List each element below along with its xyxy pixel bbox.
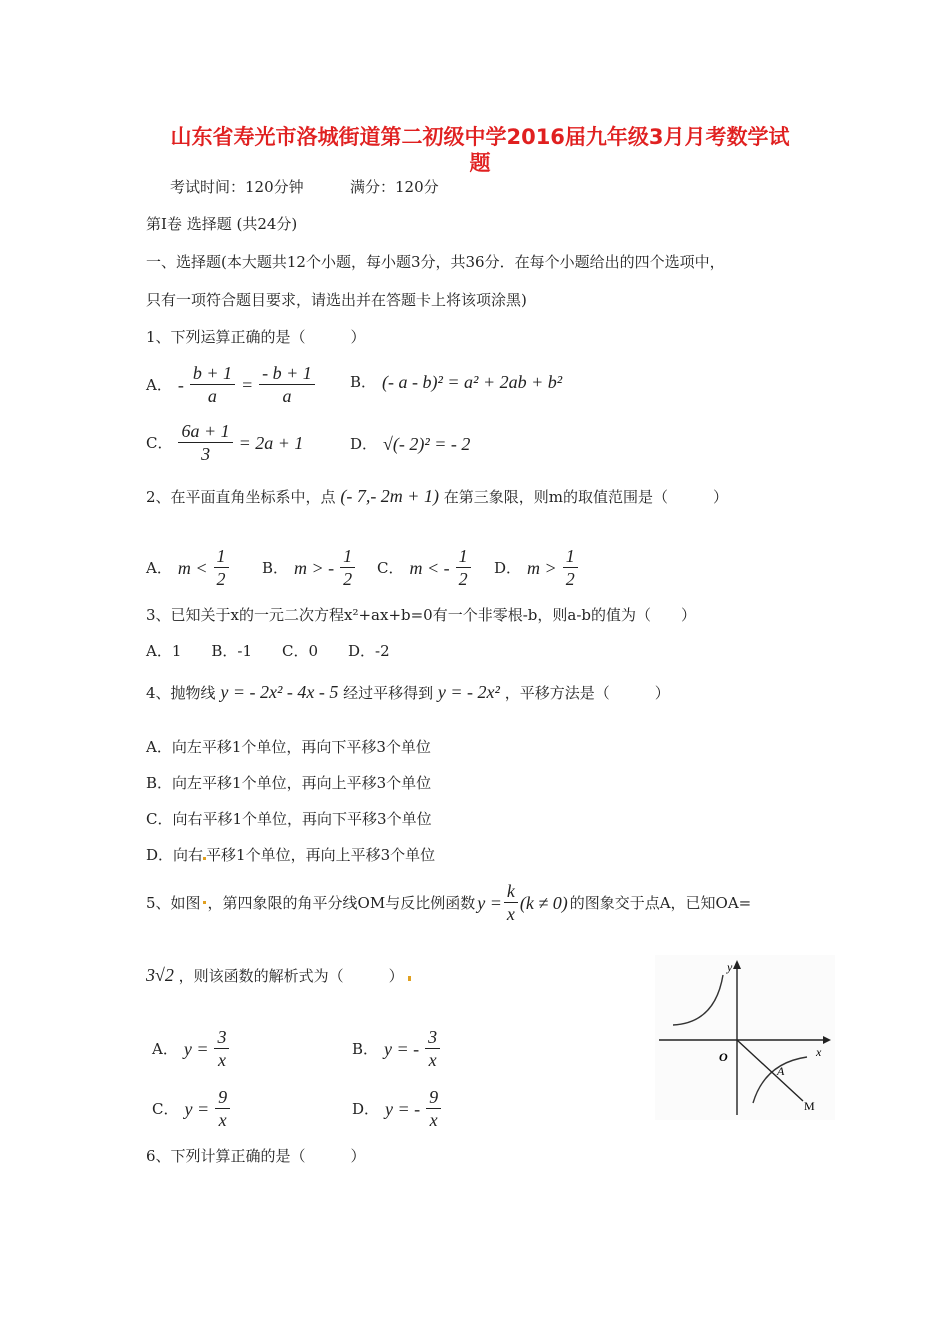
numerator: 1 [340,545,355,568]
inequality: m > [527,557,557,578]
q5-stem2: ，则该函数的解析式为（ ） [178,967,404,985]
denominator: 2 [565,569,575,589]
q5-function-fraction [504,880,518,925]
x-axis-label: x [816,1045,822,1059]
q5-option-c [152,1086,230,1131]
q1-option-a [146,362,315,407]
stray-mark [203,901,206,904]
q2-option-b [262,545,355,590]
q5-stem [146,880,751,925]
minus-sign: - [177,374,184,395]
denominator: x [429,1110,438,1130]
point-m-label: M [804,1099,815,1113]
numerator: b + 1 [190,362,235,385]
instructions-line1: 一、选择题(本大题共12个小题，每小题3分，共36分．在每个小题给出的四个选项中， [146,253,725,271]
fraction [214,545,229,590]
fraction [259,362,315,407]
q5-stem-post: 的图象交于点A，已知OA= [569,893,752,912]
fraction [426,1086,441,1131]
figure-background [655,955,835,1120]
q5-oa-value: 3√2 [146,965,174,985]
instructions-line2: 只有一项符合题目要求，请选出并在答题卡上将该项涂黑) [146,291,527,309]
exam-time: 考试时间：120分钟 [170,178,304,196]
denominator: a [282,386,292,406]
q1-option-d [350,434,470,454]
numerator: 3 [214,1026,229,1049]
numerator: 1 [456,545,471,568]
function-lhs: y = [184,1098,210,1119]
numerator: - b + 1 [259,362,315,385]
q2-stem-post: 在第三象限，则m的取值范围是（ ） [443,488,728,506]
q4-option-d-post: 平移1个单位，再向上平移3个单位 [206,846,436,864]
q4-expression-target: y = - 2x² [437,682,500,702]
q4-expression-original: y = - 2x² - 4x - 5 [220,682,339,702]
option-label: C． [146,433,173,452]
denominator: x [217,1050,226,1070]
q4-stem-mid: 经过平移得到 [343,684,434,702]
function-lhs: y = - [385,1098,421,1119]
origin-label: O [719,1050,728,1064]
q4-option-d [146,845,435,865]
q4-stem-pre: 4、抛物线 [146,684,216,702]
option-label: B． [352,1039,379,1058]
option-label: A． [152,1039,178,1058]
q4-option-b: B．向左平移1个单位，再向上平移3个单位 [146,774,432,792]
denominator: x [506,904,515,924]
numerator: 6a + 1 [178,420,232,443]
function-lhs: y = - [384,1038,420,1059]
q4-option-a: A．向左平移1个单位，再向下平移3个单位 [146,738,431,756]
q1-option-b [350,372,562,392]
q2-point: (- 7,- 2m + 1) [340,486,439,506]
q5-option-a [152,1026,229,1071]
denominator: x [218,1110,227,1130]
denominator: 2 [216,569,226,589]
numerator: 1 [563,545,578,568]
expression: = 2a + 1 [238,432,304,453]
equals-sign: = [241,374,254,395]
fraction [563,545,578,590]
q4-stem [146,682,670,703]
function-lhs: y = [183,1038,209,1059]
q5-option-b [352,1026,440,1071]
document-title-line2: 题 [469,151,491,175]
denominator: a [207,386,217,406]
q2-stem-pre: 2、在平面直角坐标系中，点 [146,488,336,506]
option-label: A． [146,375,172,394]
y-axis-label: y [727,960,733,974]
fraction [178,420,232,465]
stray-mark [408,976,411,981]
denominator: 2 [458,569,468,589]
expression: √(- 2)² = - 2 [383,434,471,454]
q1-stem: 1、下列运算正确的是（ ） [146,328,366,346]
option-label: A． [146,558,172,577]
point-a-label: A [777,1064,785,1078]
option-label: C． [377,558,404,577]
q5-function-condition: (k ≠ 0) [519,892,568,913]
numerator: 9 [215,1086,230,1109]
numerator: 3 [425,1026,440,1049]
exam-score: 满分：120分 [350,178,439,196]
numerator: 1 [214,545,229,568]
fraction [215,1086,230,1131]
q5-stem-pre: 5、如图 [146,893,201,912]
q6-stem: 6、下列计算正确的是（ ） [146,1147,366,1165]
q5-stem-mid: ，第四象限的角平分线OM与反比例函数 [207,893,476,912]
fraction [456,545,471,590]
inequality: m < - [409,557,450,578]
q2-option-d [494,545,578,590]
q5-function-lhs: y = [477,892,502,913]
q5-option-d [352,1086,441,1131]
expression: (- a - b)² = a² + 2ab + b² [382,372,563,392]
q3-stem: 3、已知关于x的一元二次方程x²+ax+b=0有一个非零根-b，则a-b的值为（ ） [146,606,697,624]
fraction [190,362,235,407]
fraction [214,1026,229,1071]
option-label: D． [352,1099,380,1118]
option-label: C． [152,1099,179,1118]
option-label: D． [350,435,378,453]
denominator: 3 [201,444,211,464]
option-label: B． [350,373,377,391]
q4-stem-post: ，平移方法是（ ） [504,684,670,702]
q4-option-c: C．向右平移1个单位，再向下平移3个单位 [146,810,432,828]
denominator: x [428,1050,437,1070]
section-heading: 第Ⅰ卷 选择题 (共24分) [146,215,298,233]
q3-options: A．1 B．-1 C．0 D．-2 [146,642,390,660]
denominator: 2 [343,569,353,589]
numerator: 9 [426,1086,441,1109]
q5-hyperbola-figure [655,955,835,1120]
q2-option-c [377,545,471,590]
q1-option-c [146,420,303,465]
q4-option-d-pre: D．向右 [146,846,204,864]
q2-stem [146,486,728,507]
numerator: k [504,880,518,903]
fraction [425,1026,440,1071]
inequality: m < [177,557,208,578]
inequality: m > - [294,557,335,578]
document-title-line1: 山东省寿光市洛城街道第二初级中学2016届九年级3月月考数学试 [170,125,790,149]
option-label: B． [262,558,289,577]
q2-option-a [146,545,229,590]
q5-stem-line2 [146,965,411,986]
option-label: D． [494,558,522,577]
fraction [340,545,355,590]
